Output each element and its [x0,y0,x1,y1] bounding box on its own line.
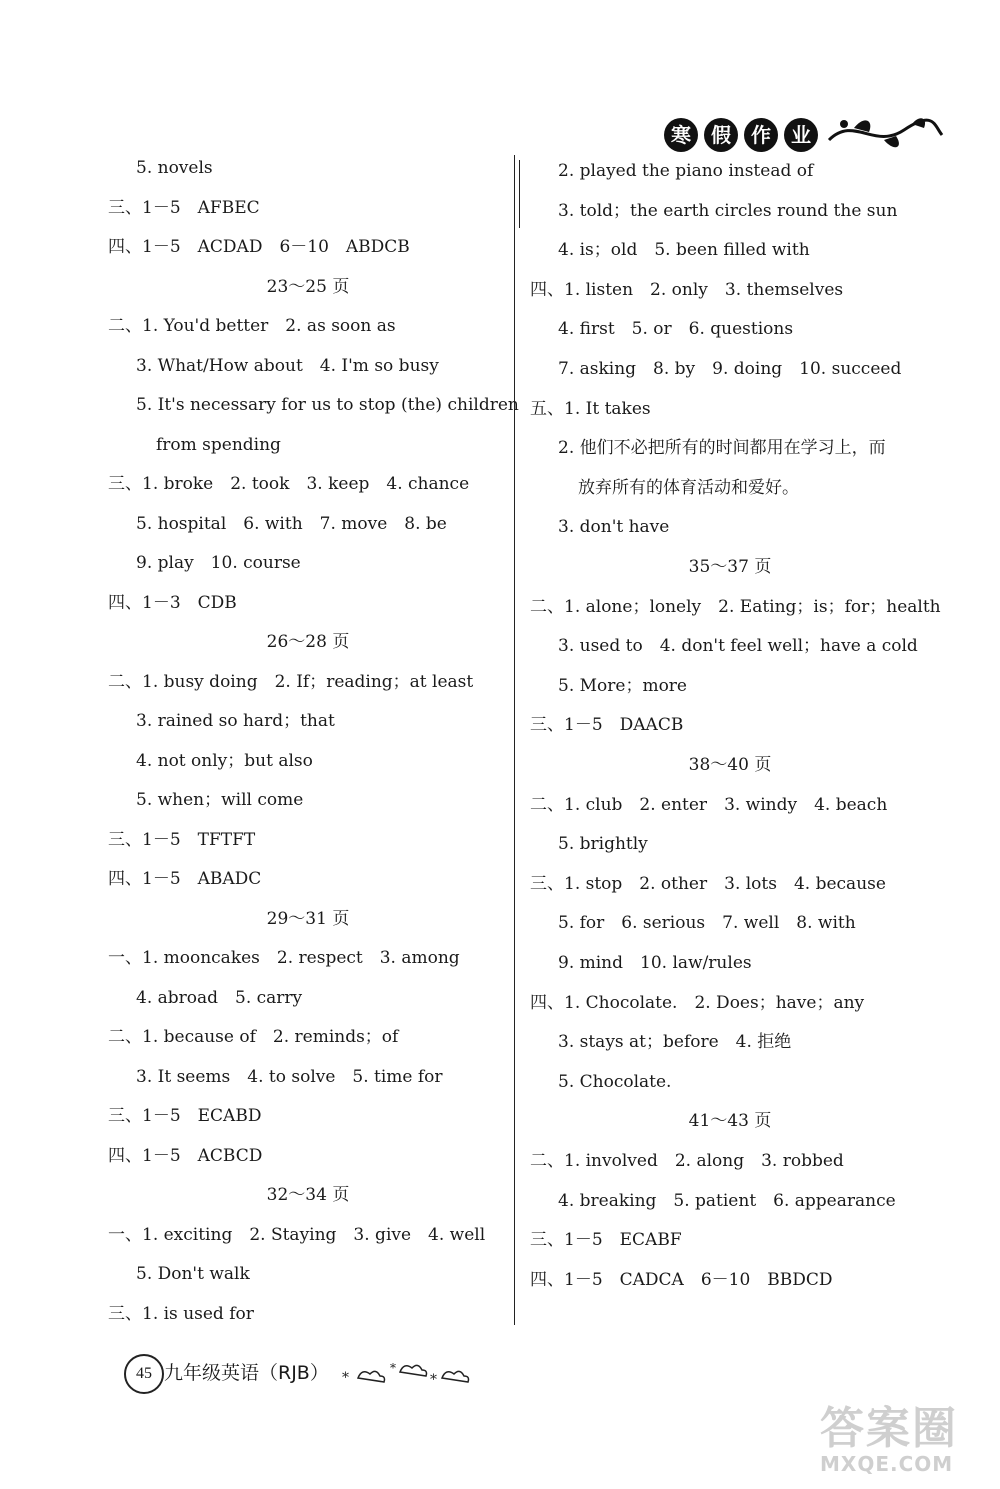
answer-line: 四、1－3 CDB [108,592,237,613]
answer-line: 5. when；will come [136,790,304,810]
answer-line: 五、1. It takes [530,398,651,419]
answer-line: 5. hospital 6. with 7. move 8. be [136,513,447,534]
answer-line: 4. breaking 5. patient 6. appearance [558,1190,896,1211]
page-range-heading: 23～25 页 [266,276,350,297]
answer-line: 4. not only；but also [136,750,313,771]
answer-line: 四、1－5 ACBCD [108,1145,263,1166]
answer-line: 9. play 10. course [136,553,301,573]
page-range-heading: 38～40 页 [688,755,772,775]
cloud-stars-decoration-icon [342,1358,472,1388]
svg-text:*: * [342,1370,349,1386]
answer-line: 5. brightly [558,834,648,855]
answer-line: 四、1－5 ACDAD 6－10 ABDCB [108,237,410,257]
svg-text:*: * [430,1372,437,1388]
page-range-heading: 35～37 页 [688,557,772,577]
page-range-heading: 29～31 页 [266,908,350,929]
page-range-heading: 41～43 页 [688,1111,772,1132]
answer-line: 四、1－5 CADCA 6－10 BBDCD [530,1269,833,1290]
answer-line: 二、1. involved 2. along 3. robbed [530,1151,844,1171]
logo-char-1: 寒 [664,118,698,152]
answer-line: 一、1. exciting 2. Staying 3. give 4. well [108,1224,486,1245]
answer-line: from spending [156,434,281,455]
answer-line: 三、1. is used for [108,1303,254,1324]
column-divider [514,155,515,1325]
answer-line: 三、1－5 AFBEC [108,197,260,218]
watermark-logo-text: 答案圈 [820,1403,958,1454]
answer-line: 3. rained so hard；that [136,711,335,731]
answer-line: 二、1. because of 2. reminds；of [108,1027,399,1047]
answer-line: 5. Chocolate. [558,1071,672,1092]
footer-title: 九年级英语（RJB） [164,1362,329,1384]
answer-line: 二、1. You'd better 2. as soon as [108,316,396,336]
answer-line: 三、1. stop 2. other 3. lots 4. because [530,873,886,894]
vine-ornament-icon [824,110,944,160]
logo-char-2: 假 [704,118,738,152]
answer-line: 4. is；old 5. been filled with [558,240,810,261]
answer-line: 3. told；the earth circles round the sun [558,200,898,221]
svg-text:*: * [390,1361,396,1375]
answer-line: 三、1－5 ECABD [108,1106,262,1126]
answer-line: 3. stays at；before 4. 拒绝 [558,1032,792,1053]
answer-line: 4. abroad 5. carry [136,987,303,1008]
answer-line: 三、1－5 TFTFT [108,829,256,850]
answer-line: 三、1. broke 2. took 3. keep 4. chance [108,474,470,494]
answer-line: 3. used to 4. don't feel well；have a cold [558,636,918,657]
answer-line: 二、1. busy doing 2. If；reading；at least [108,671,474,692]
watermark-url: MXQE.COM [820,1452,954,1476]
answer-line: 二、1. club 2. enter 3. windy 4. beach [530,794,888,815]
answer-line: 三、1－5 ECABF [530,1230,682,1251]
answer-line: 一、1. mooncakes 2. respect 3. among [108,948,460,968]
page-range-heading: 26～28 页 [266,632,350,652]
page-range-heading: 32～34 页 [266,1185,350,1205]
site-watermark [820,1392,990,1482]
answer-line: 2. played the piano instead of [558,161,814,181]
answer-line: 7. asking 8. by 9. doing 10. succeed [558,359,902,379]
answer-line: 四、1. Chocolate. 2. Does；have；any [530,992,865,1013]
answer-line: 二、1. alone；lonely 2. Eating；is；for；health [530,596,941,617]
answer-line: 3. What/How about 4. I'm so busy [136,355,439,376]
logo-char-4: 业 [784,118,818,152]
answer-line: 3. don't have [558,517,670,538]
answer-line: 四、1－5 ABADC [108,869,262,889]
answer-line: 5. It's necessary for us to stop (the) children [136,395,519,415]
page-number: 45 [124,1354,164,1394]
header-logo [664,110,944,166]
answer-line: 5. novels [136,158,213,178]
answer-line: 3. It seems 4. to solve 5. time for [136,1066,443,1087]
answer-line: 5. for 6. serious 7. well 8. with [558,913,856,934]
answer-line: 4. first 5. or 6. questions [558,319,794,340]
column-divider-top [519,160,520,228]
answer-line: 5. More；more [558,675,687,696]
answer-line: 9. mind 10. law/rules [558,953,752,973]
answer-line: 四、1. listen 2. only 3. themselves [530,279,844,300]
answer-line: 三、1－5 DAACB [530,715,684,736]
page-footer [110,1350,490,1400]
answer-line: 5. Don't walk [136,1264,250,1284]
answer-line: 放弃所有的体育活动和爱好。 [578,477,799,498]
logo-char-3: 作 [744,118,778,152]
answer-line: 2. 他们不必把所有的时间都用在学习上，而 [558,438,886,459]
